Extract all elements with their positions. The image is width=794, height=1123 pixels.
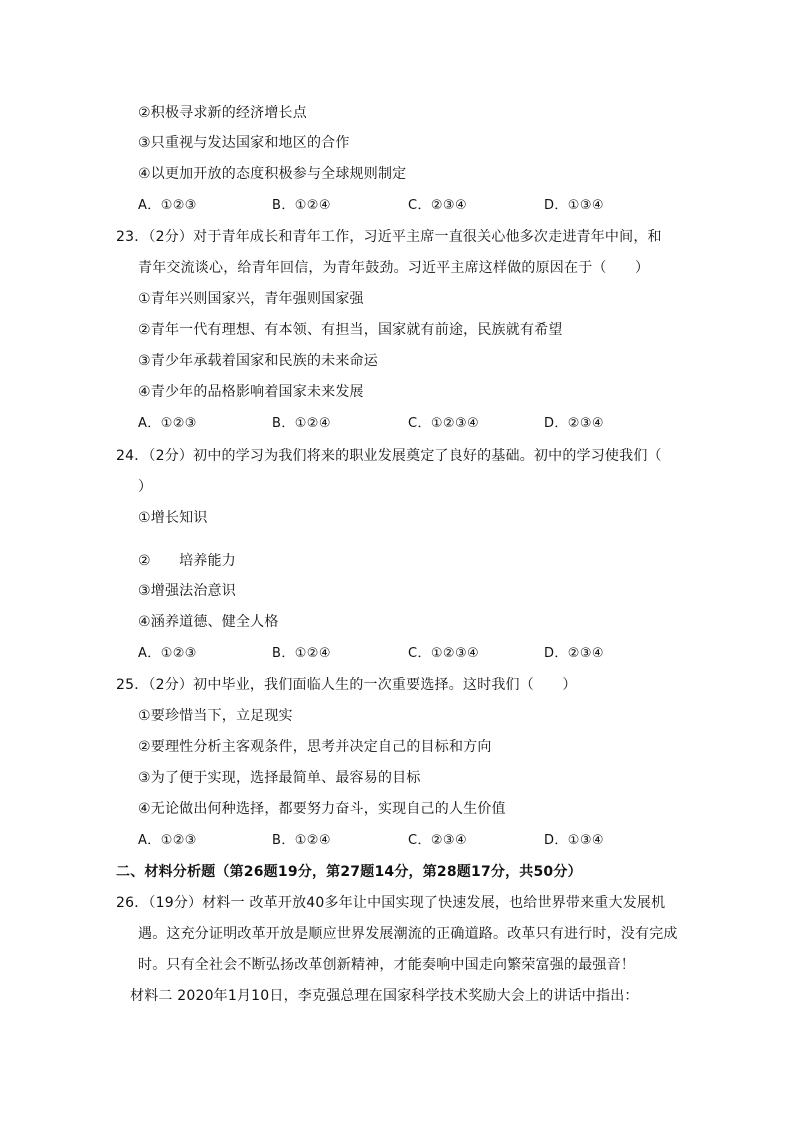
q22-option-d: D．①③④ [544, 198, 604, 213]
q24-stem-line-1: 24．（2分）初中的学习为我们将来的职业发展奠定了良好的基础。初中的学习使我们（ [116, 448, 662, 464]
q24-statement-2: ② 培养能力 [138, 553, 236, 569]
q24-stem-line-2: ） [138, 479, 153, 495]
q24-option-d: D．②③④ [544, 646, 604, 661]
q23-statement-1: ①青年兴则国家兴，青年强则国家强 [138, 291, 364, 307]
q23-option-a: A．①②③ [138, 416, 197, 431]
q23-statement-3: ③青少年承载着国家和民族的未来命运 [138, 353, 378, 369]
section-2-heading: 二、材料分析题（第26题19分，第27题14分，第28题17分，共50分） [116, 864, 582, 880]
q25-statement-3: ③为了便于实现，选择最简单、最容易的目标 [138, 770, 421, 786]
q23-statement-4: ④青少年的品格影响着国家未来发展 [138, 384, 364, 400]
q23-option-c: C．①②③④ [408, 416, 480, 431]
q25-option-a: A．①②③ [138, 833, 197, 848]
q22-option-a: A．①②③ [138, 198, 197, 213]
q24-option-c: C．①②③④ [408, 646, 480, 661]
q23-stem-line-1: 23．（2分）对于青年成长和青年工作，习近平主席一直很关心他多次走进青年中间，和 [116, 229, 662, 245]
q22-option-c: C．②③④ [408, 198, 468, 213]
q26-material-1-line-3: 时。只有全社会不断弘扬改革创新精神，才能奏响中国走向繁荣富强的最强音！ [138, 957, 635, 973]
q22-statement-4: ④以更加开放的态度积极参与全球规则制定 [138, 166, 407, 182]
q23-option-d: D．②③④ [544, 416, 604, 431]
q25-option-b: B．①②④ [272, 833, 331, 848]
q23-option-b: B．①②④ [272, 416, 331, 431]
q25-stem-line-1: 25．（2分）初中毕业，我们面临人生的一次重要选择。这时我们（ ） [116, 677, 577, 693]
q24-option-a: A．①②③ [138, 646, 197, 661]
q26-material-1-line-1: 26．（19分）材料一 改革开放40多年让中国实现了快速发展，也给世界带来重大发展机 [116, 895, 666, 911]
q24-statement-1: ①增长知识 [138, 510, 208, 526]
q24-option-b: B．①②④ [272, 646, 331, 661]
q25-statement-4: ④无论做出何种选择，都要努力奋斗，实现自己的人生价值 [138, 801, 506, 817]
q25-statement-1: ①要珍惜当下，立足现实 [138, 708, 293, 724]
q22-statement-3: ③只重视与发达国家和地区的合作 [138, 135, 350, 151]
q26-material-1-line-2: 遇。这充分证明改革开放是顺应世界发展潮流的正确道路。改革只有进行时，没有完成 [138, 926, 678, 942]
q25-option-c: C．②③④ [408, 833, 468, 848]
q23-stem-line-2: 青年交流谈心，给青年回信，为青年鼓劲。习近平主席这样做的原因在于（ ） [138, 260, 650, 276]
q26-material-2-line-1: 材料二 2020年1月10日，李克强总理在国家科学技术奖励大会上的讲话中指出： [130, 988, 639, 1004]
q22-statement-2: ②积极寻求新的经济增长点 [138, 105, 307, 121]
q24-statement-4: ④涵养道德、健全人格 [138, 614, 279, 630]
q23-statement-2: ②青年一代有理想、有本领、有担当，国家就有前途，民族就有希望 [138, 322, 563, 338]
q24-statement-3: ③增强法治意识 [138, 583, 236, 599]
q25-statement-2: ②要理性分析主客观条件，思考并决定自己的目标和方向 [138, 739, 492, 755]
q22-option-b: B．①②④ [272, 198, 331, 213]
q25-option-d: D．①③④ [544, 833, 604, 848]
